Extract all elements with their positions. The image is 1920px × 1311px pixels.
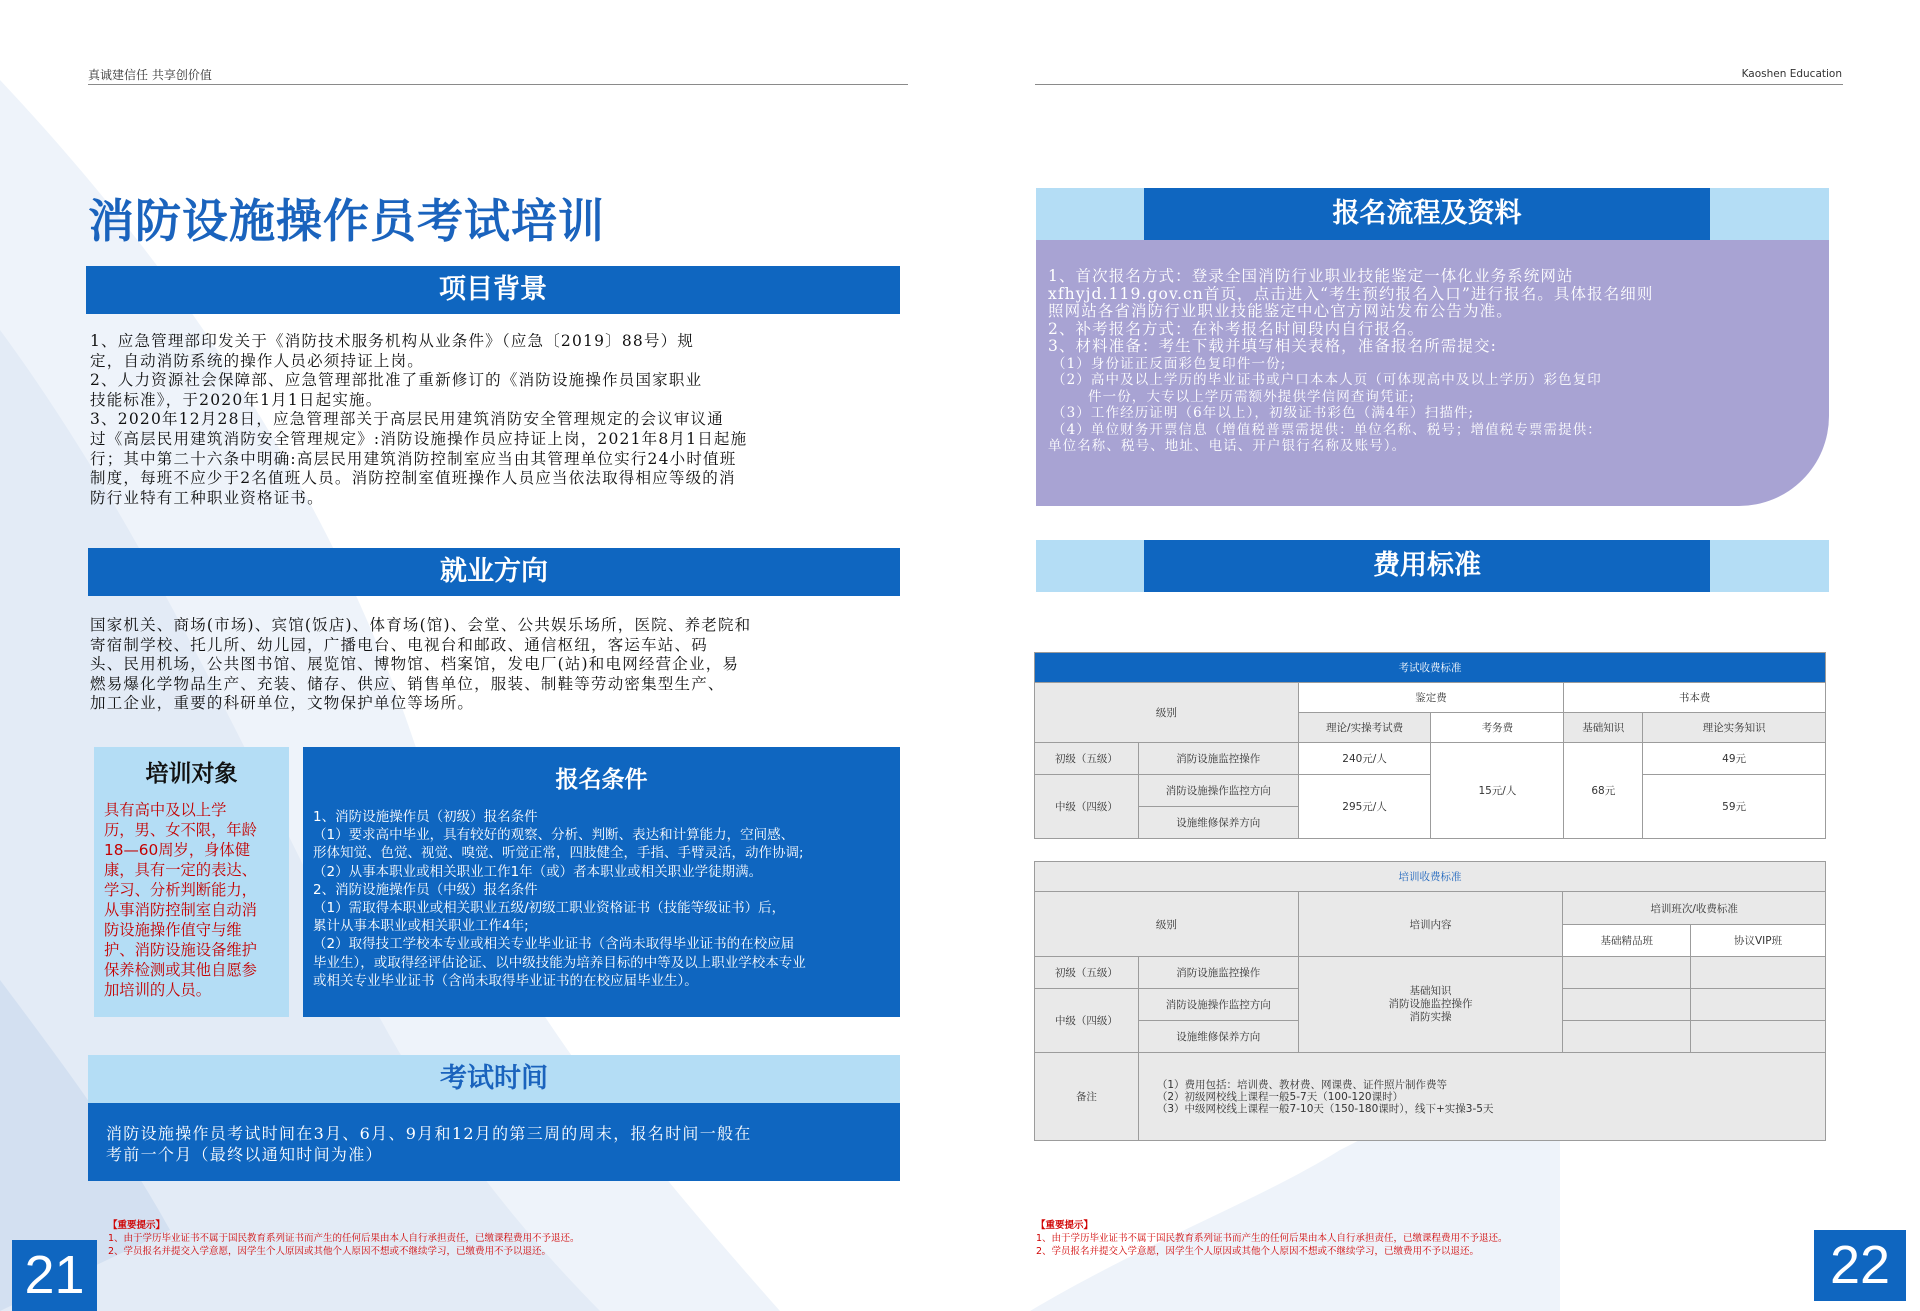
level-cell: 初级（五级）: [1035, 743, 1139, 775]
conditions-line: 毕业生），或取得经评估论证、以中级技能为培养目标的中等及以上职业学校本专业: [313, 954, 806, 971]
process-line: 件一份，大专以上学历需额外提供学信网查询凭证;: [1088, 388, 1415, 405]
background-heading: 项目背景: [86, 266, 900, 314]
conditions-line: 累计从事本职业或相关职业工作4年;: [313, 918, 529, 935]
background-line: 行；其中第二十六条中明确:高层民用建筑消防控制室应当由其管理单位实行24小时值班: [90, 449, 737, 468]
training-fee-table: [1034, 861, 1826, 1141]
employment-line: 加工企业，重要的科研单位，文物保护单位等场所。: [90, 694, 475, 713]
direction-cell: 消防设施监控操作: [1138, 743, 1298, 775]
price-cell: [1691, 957, 1826, 989]
notice-title: 【重要提示】: [108, 1220, 166, 1231]
level-cell: 初级（五级）: [1035, 957, 1139, 989]
direction-cell: 消防设施操作监控方向: [1138, 989, 1298, 1021]
direction-cell: 设施维修保养方向: [1138, 1021, 1298, 1053]
background-line: 过《高层民用建筑消防安全管理规定》:消防设施操作员应持证上岗，2021年8月1日起施: [90, 429, 748, 448]
exam-table-title: 考试收费标准: [1035, 653, 1826, 683]
conditions-heading: 报名条件: [555, 767, 648, 793]
background-line: 定，自动消防系统的操作人员必须持证上岗。: [90, 351, 425, 370]
remark-line: （2）初级网校线上课程一般5-7天（100-120课时）: [1156, 1090, 1404, 1103]
price-cell: [1563, 1021, 1691, 1053]
theory-book-subheader: 理论实务知识: [1643, 713, 1826, 743]
admin-fee-subheader: 考务费: [1431, 713, 1564, 743]
exam-time-line: 消防设施操作员考试时间在3月、6月、9月和12月的第三周的周末，报名时间一般在: [106, 1124, 752, 1143]
background-line: 防行业特有工种职业资格证书。: [90, 488, 324, 507]
target-panel: [94, 747, 289, 1017]
exam-level-header: 级别: [1035, 683, 1299, 743]
direction-cell: 设施维修保养方向: [1138, 807, 1298, 839]
process-line: xfhyjd.119.gov.cn首页，点击进入“考生预约报名入口”进行报名。具体报名细则: [1048, 284, 1654, 303]
price-cell: [1691, 1021, 1826, 1053]
basic-book-cell: 68元: [1564, 743, 1643, 839]
notice-line: 2、学员报名并提交入学意愿，因学生个人原因或其他个人原因不想或不继续学习，已缴费用不予以退还。: [108, 1246, 552, 1257]
training-class-header: 培训班次/收费标准: [1563, 892, 1826, 925]
direction-cell: 消防设施监控操作: [1138, 957, 1298, 989]
employment-line: 燃易爆化学物品生产、充装、储存、供应、销售单位，服装、制鞋等劳动密集型生产、: [90, 674, 725, 693]
left-notice: [108, 1219, 580, 1258]
content-line: 消防实操: [1409, 1011, 1452, 1023]
content-line: 基础知识: [1409, 985, 1452, 997]
remark-line: （1）费用包括：培训费、教材费、网课费、证件照片制作费等: [1156, 1078, 1448, 1091]
notice-line: 1、由于学历毕业证书不属于国民教育系列证书而产生的任何后果由本人自行承担责任，已缴课程费用不予退还。: [1036, 1233, 1508, 1244]
exam-fee-cell: 240元/人: [1298, 743, 1431, 775]
level-cell: 中级（四级）: [1035, 775, 1139, 839]
employment-text: [90, 616, 910, 714]
header-brand: Kaoshen Education: [1741, 68, 1842, 80]
target-line: 历，男、女不限，年龄: [104, 821, 257, 839]
process-line: 1、首次报名方式：登录全国消防行业职业技能鉴定一体化业务系统网站: [1048, 267, 1574, 285]
conditions-line: （1）需取得本职业或相关职业五级/初级工职业资格证书（技能等级证书）后，: [313, 900, 786, 917]
price-cell: [1563, 989, 1691, 1021]
process-line: 单位名称、税号、地址、电话、开户银行名称及账号）。: [1048, 438, 1407, 454]
process-heading: 报名流程及资料: [1144, 188, 1710, 240]
header-divider: [88, 84, 908, 85]
exam-fee-subheader: 理论/实操考试费: [1298, 713, 1431, 743]
header-slogan: 真诚建信任 共享创价值: [88, 68, 212, 82]
employment-line: 头、民用机场，公共图书馆、展览馆、博物馆、档案馆，发电厂(站)和电网经营企业，易: [90, 655, 740, 674]
conditions-line: 1、消防设施操作员（初级）报名条件: [313, 809, 538, 825]
class-type-vip: 协议VIP班: [1691, 925, 1826, 957]
background-line: 制度，每班不应少于2名值班人员。消防控制室值班操作人员应当依法取得相应等级的消: [90, 469, 736, 488]
basic-book-subheader: 基础知识: [1564, 713, 1643, 743]
exam-fee-table: [1034, 652, 1826, 839]
theory-book-cell: 49元: [1643, 743, 1826, 775]
price-cell: [1691, 989, 1826, 1021]
process-text: [1048, 268, 1829, 455]
training-content-header: 培训内容: [1298, 892, 1563, 957]
training-level-header: 级别: [1035, 892, 1299, 957]
target-line: 防设施操作值守与维: [104, 921, 242, 939]
target-heading: 培训对象: [145, 761, 238, 787]
conditions-panel: [303, 747, 900, 1017]
employment-heading: 就业方向: [88, 548, 900, 596]
target-line: 具有高中及以上学: [104, 801, 227, 819]
process-line: （2）高中及以上学历的毕业证书或户口本本人页（可体现高中及以上学历）彩色复印: [1052, 372, 1602, 388]
book-fee-header: 书本费: [1564, 683, 1826, 713]
background-line: 2、人力资源社会保障部、应急管理部批准了重新修订的《消防设施操作员国家职业: [90, 371, 703, 390]
appraisal-fee-header: 鉴定费: [1298, 683, 1564, 713]
background-line: 1、应急管理部印发关于《消防技术服务机构从业条件》（应急〔2019〕88号）规: [90, 332, 695, 350]
level-cell: 中级（四级）: [1035, 989, 1139, 1053]
conditions-line: 形体知觉、色觉、视觉、嗅觉、听觉正常，四肢健全，手指、手臂灵活，动作协调;: [313, 845, 804, 862]
remark-label: 备注: [1035, 1053, 1139, 1141]
remark-cell: [1138, 1053, 1825, 1141]
process-panel: [1036, 240, 1829, 506]
target-line: 从事消防控制室自动消: [104, 901, 257, 919]
exam-time-line: 考前一个月（最终以通知时间为准）: [106, 1145, 383, 1164]
background-line: 技能标准》，于2020年1月1日起实施。: [90, 390, 383, 409]
content-line: 消防设施监控操作: [1388, 998, 1473, 1010]
fees-heading: 费用标准: [1144, 540, 1710, 592]
notice-line: 1、由于学历毕业证书不属于国民教育系列证书而产生的任何后果由本人自行承担责任，已缴课程费用不予退还。: [108, 1233, 580, 1244]
target-line: 护、消防设施设备维护: [104, 941, 257, 959]
right-notice: [1036, 1219, 1508, 1258]
training-content-cell: [1298, 957, 1563, 1053]
process-line: 3、材料准备：考生下载并填写相关表格，准备报名所需提交:: [1048, 337, 1497, 355]
page-number-left: 21: [12, 1240, 97, 1311]
target-line: 加培训的人员。: [104, 981, 212, 999]
employment-line: 国家机关、商场(市场)、宾馆(饭店)、体育场(馆)、会堂、公共娱乐场所，医院、养老院和: [90, 616, 752, 634]
page-title: 消防设施操作员考试培训: [88, 194, 605, 248]
exam-time-panel: [88, 1103, 900, 1181]
class-type-basic: 基础精品班: [1563, 925, 1691, 957]
exam-fee-cell: 295元/人: [1298, 775, 1431, 839]
conditions-line: （2）从事本职业或相关职业工作1年（或）者本职业或相关职业学徒期满。: [313, 863, 763, 880]
background-line: 3、2020年12月28日，应急管理部关于高层民用建筑消防安全管理规定的会议审议通: [90, 410, 724, 429]
training-table-title: 培训收费标准: [1035, 862, 1826, 892]
exam-time-heading: 考试时间: [88, 1055, 900, 1103]
process-line: 照网站各省消防行业职业技能鉴定中心官方网站发布公告为准。: [1048, 302, 1513, 320]
process-line: （4）单位财务开票信息（增值税普票需提供：单位名称、税号；增值税专票需提供：: [1052, 421, 1602, 438]
background-text: [90, 332, 910, 508]
process-line: 2、补考报名方式：在补考报名时间段内自行报名。: [1048, 319, 1425, 338]
theory-book-cell: 59元: [1643, 775, 1826, 839]
conditions-line: （1）要求高中毕业，具有较好的观察、分析、判断、表达和计算能力，空间感、: [313, 827, 795, 844]
header-divider-right: [1035, 84, 1843, 85]
process-line: （1）身份证正反面彩色复印件一份;: [1052, 355, 1287, 372]
admin-fee-cell: 15元/人: [1431, 743, 1564, 839]
target-line: 学习、分析判断能力，: [104, 881, 257, 899]
process-line: （3）工作经历证明（6年以上），初级证书彩色（满4年）扫描件;: [1052, 405, 1475, 421]
target-line: 康，具有一定的表达、: [104, 861, 257, 879]
direction-cell: 消防设施操作监控方向: [1138, 775, 1298, 807]
target-line: 18—60周岁，身体健: [104, 841, 251, 859]
conditions-line: 或相关专业毕业证书（含尚未取得毕业证书的在校应届毕业生）。: [313, 972, 698, 989]
page-number-right: 22: [1814, 1230, 1906, 1301]
notice-title: 【重要提示】: [1036, 1220, 1094, 1231]
conditions-line: （2）取得技工学校本专业或相关专业毕业证书（含尚未取得毕业证书的在校应届: [313, 936, 795, 953]
conditions-text: [313, 808, 900, 990]
target-text: [104, 800, 289, 1000]
price-cell: [1563, 957, 1691, 989]
employment-line: 寄宿制学校、托儿所、幼儿园，广播电台、电视台和邮政、通信枢纽，客运车站、码: [90, 635, 708, 654]
conditions-line: 2、消防设施操作员（中级）报名条件: [313, 881, 538, 898]
remark-line: （3）中级网校线上课程一般7-10天（150-180课时），线下+实操3-5天: [1156, 1102, 1494, 1115]
target-line: 保养检测或其他自愿参: [104, 961, 257, 979]
notice-line: 2、学员报名并提交入学意愿，因学生个人原因或其他个人原因不想或不继续学习，已缴费用不予以退还。: [1036, 1246, 1480, 1257]
